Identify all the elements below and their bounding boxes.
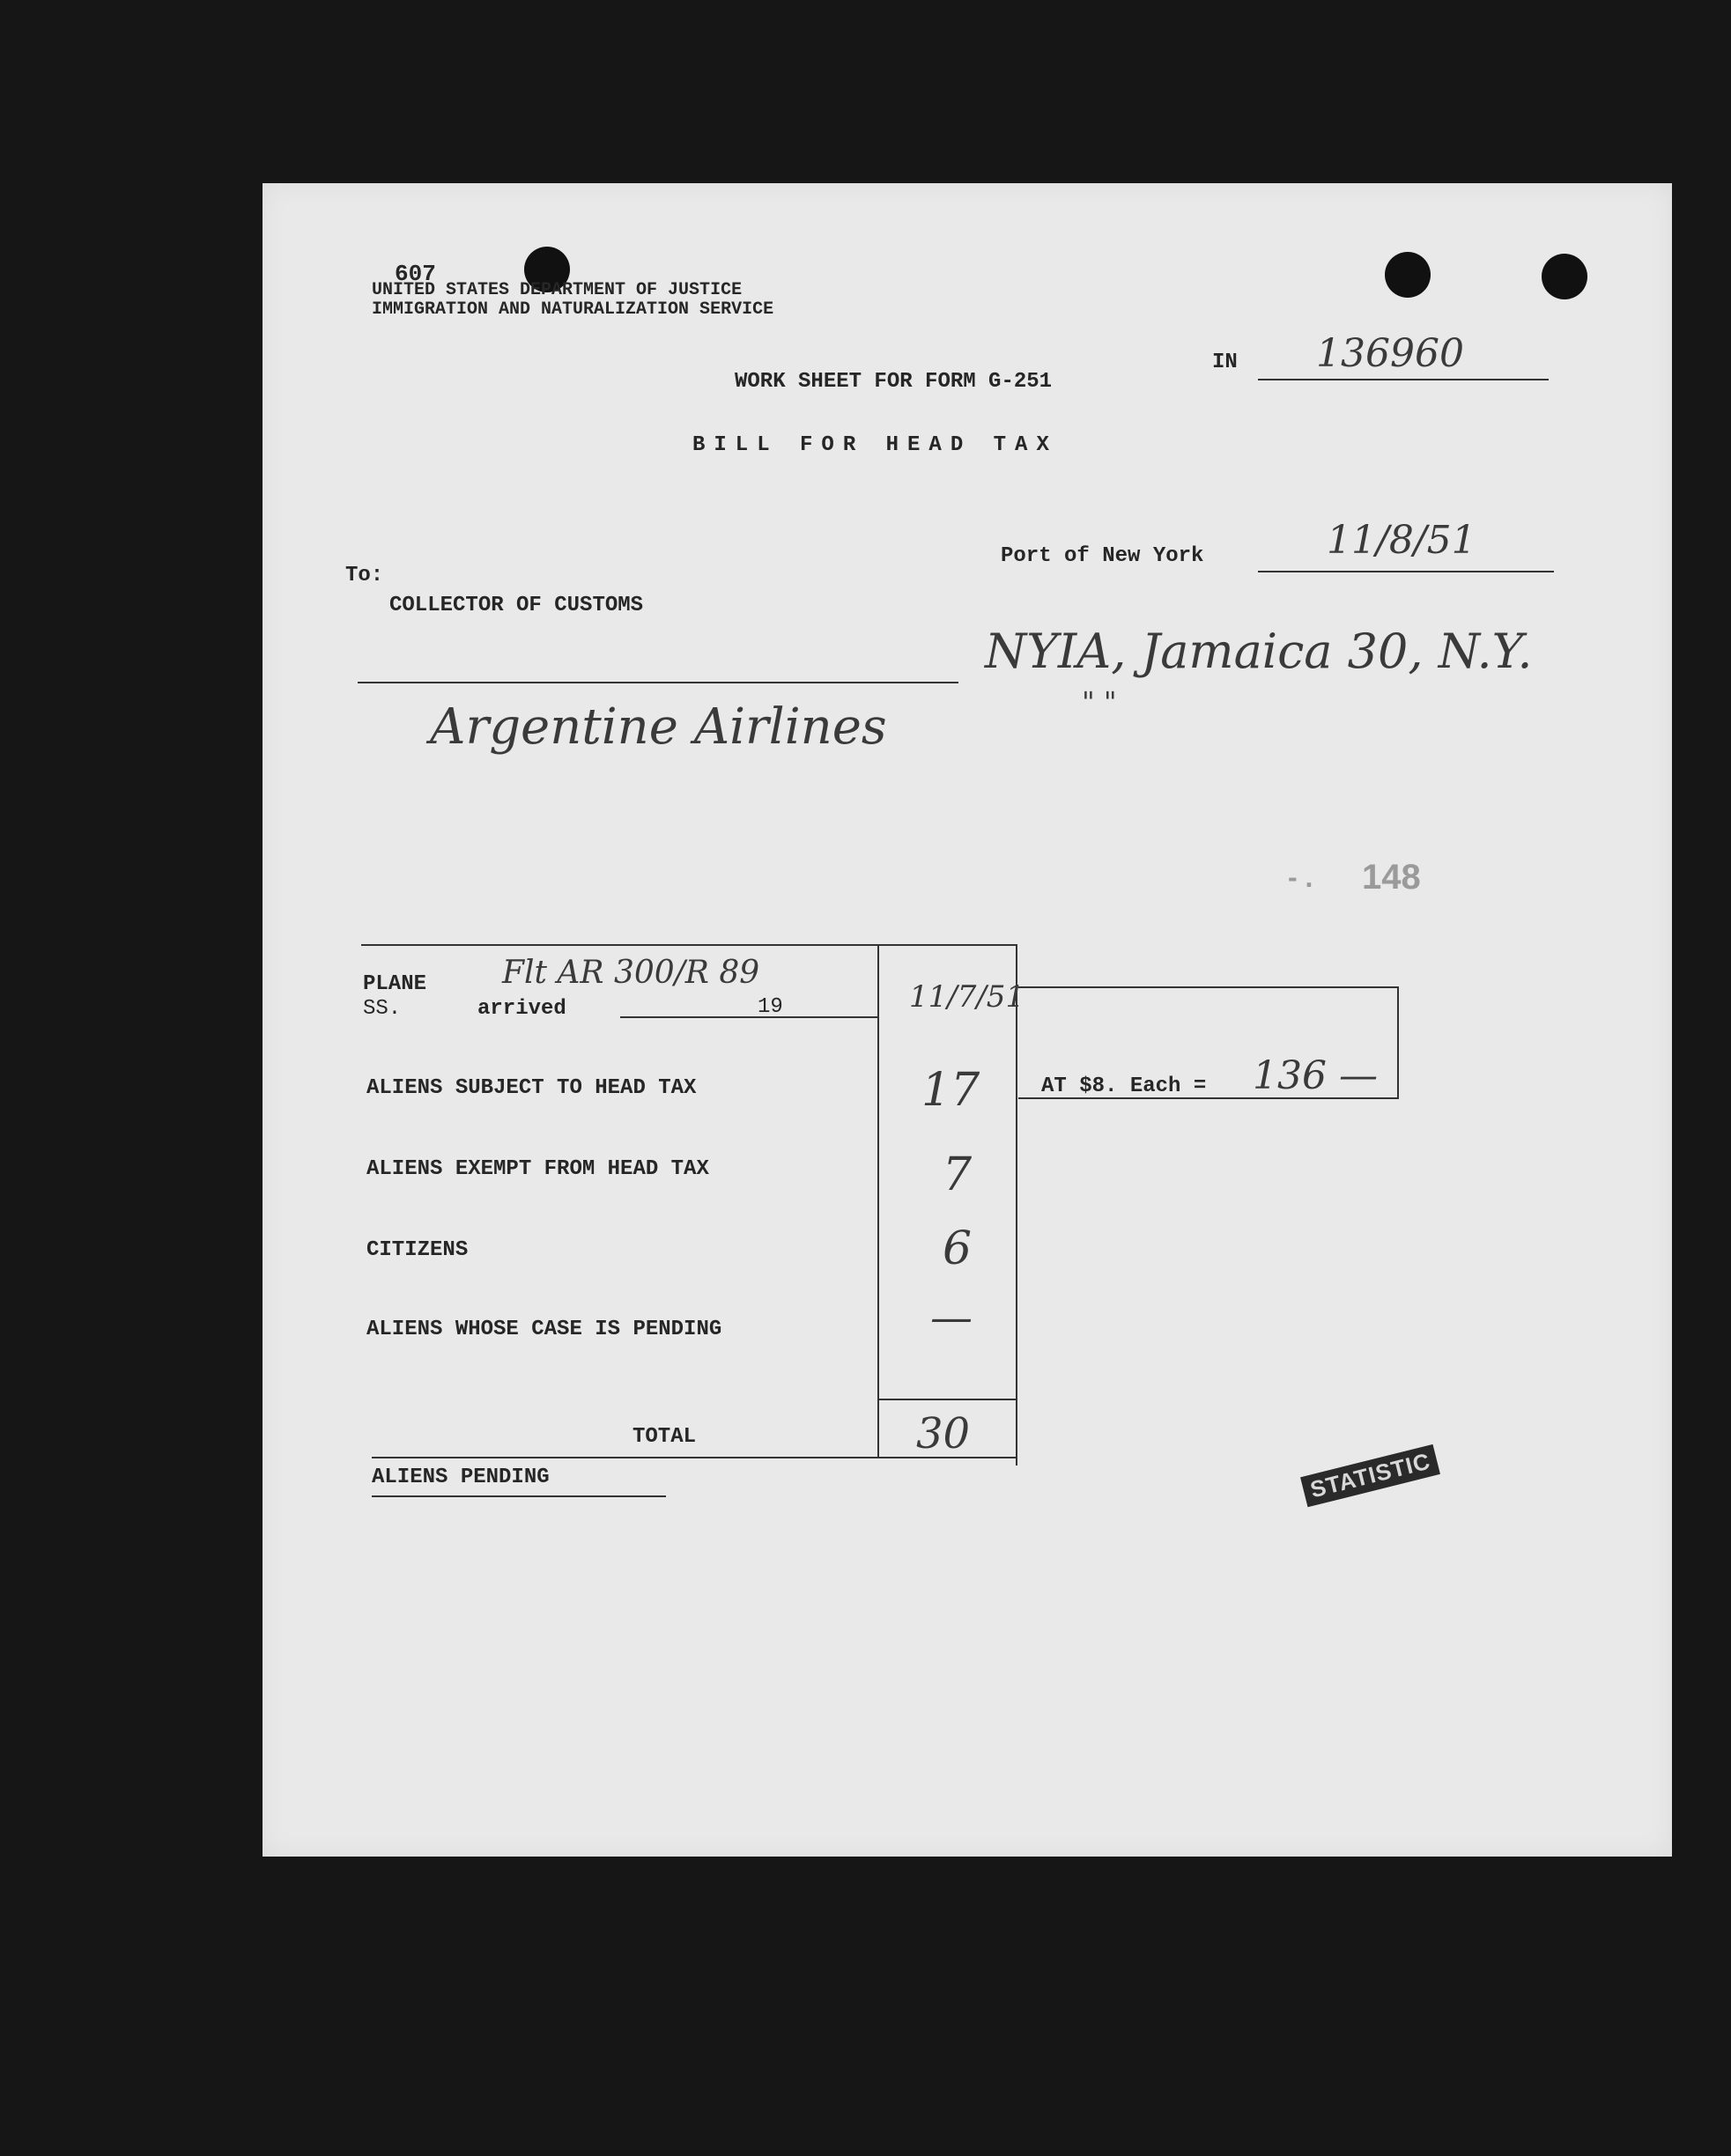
row-value-pending: — (930, 1293, 973, 1342)
flight-number: Flt AR 300/R 89 (502, 955, 760, 991)
row-value-subject: 17 (921, 1064, 980, 1117)
punch-hole-right-1 (1385, 252, 1431, 298)
port-underline (1258, 571, 1554, 572)
arrival-date: 11/7/51 (909, 979, 1025, 1015)
statistic-stamp: STATISTIC (1300, 1444, 1440, 1508)
year-prefix: 19 (758, 995, 783, 1019)
page-number: 148 (1362, 858, 1421, 897)
ss-label: SS. (363, 997, 402, 1021)
collector-underline (358, 682, 958, 683)
rate-amount: 136 — (1253, 1053, 1378, 1098)
form-number: 607 (395, 261, 436, 287)
arrived-underline (620, 1016, 877, 1018)
row-label-subject: ALIENS SUBJECT TO HEAD TAX (366, 1076, 697, 1100)
in-label: IN (1212, 351, 1238, 374)
punch-hole-right-2 (1542, 254, 1587, 299)
table-top-border (361, 944, 1017, 946)
row-value-exempt: 7 (943, 1148, 973, 1201)
page-dash: - . (1288, 861, 1313, 893)
total-top-line (879, 1399, 1016, 1400)
aliens-pending-label: ALIENS PENDING (372, 1466, 550, 1489)
port-label: Port of New York (1001, 544, 1204, 568)
arrived-label: arrived (477, 997, 566, 1021)
work-sheet-title: WORK SHEET FOR FORM G-251 (735, 370, 1053, 394)
rate-box-top (1018, 986, 1399, 988)
total-value: 30 (916, 1409, 971, 1458)
rate-label: AT $8. Each = (1041, 1074, 1207, 1098)
row-label-exempt: ALIENS EXEMPT FROM HEAD TAX (366, 1157, 709, 1181)
in-underline (1258, 379, 1549, 380)
carrier-name: Argentine Airlines (430, 698, 887, 756)
address-line-1: NYIA, Jamaica 30, N.Y. (985, 624, 1533, 679)
table-right-border (1016, 944, 1017, 1466)
total-label: TOTAL (632, 1425, 697, 1449)
row-label-citizens: CITIZENS (366, 1238, 469, 1262)
collector-label: COLLECTOR OF CUSTOMS (389, 594, 644, 617)
in-number: 136960 (1316, 331, 1464, 376)
table-divider (877, 944, 879, 1457)
address-ditto: " " (1082, 685, 1117, 719)
document-page (263, 183, 1672, 1857)
rate-box-right (1397, 986, 1399, 1097)
row-label-pending: ALIENS WHOSE CASE IS PENDING (366, 1318, 722, 1341)
bill-title: BILL FOR HEAD TAX (692, 433, 1058, 457)
row-value-citizens: 6 (943, 1222, 973, 1275)
agency-line-1: UNITED STATES DEPARTMENT OF JUSTICE (372, 280, 743, 300)
to-label: To: (345, 564, 384, 587)
aliens-pending-underline (372, 1495, 666, 1497)
port-date: 11/8/51 (1327, 518, 1476, 563)
agency-line-2: IMMIGRATION AND NATURALIZATION SERVICE (372, 299, 774, 320)
plane-label: PLANE (363, 972, 427, 996)
